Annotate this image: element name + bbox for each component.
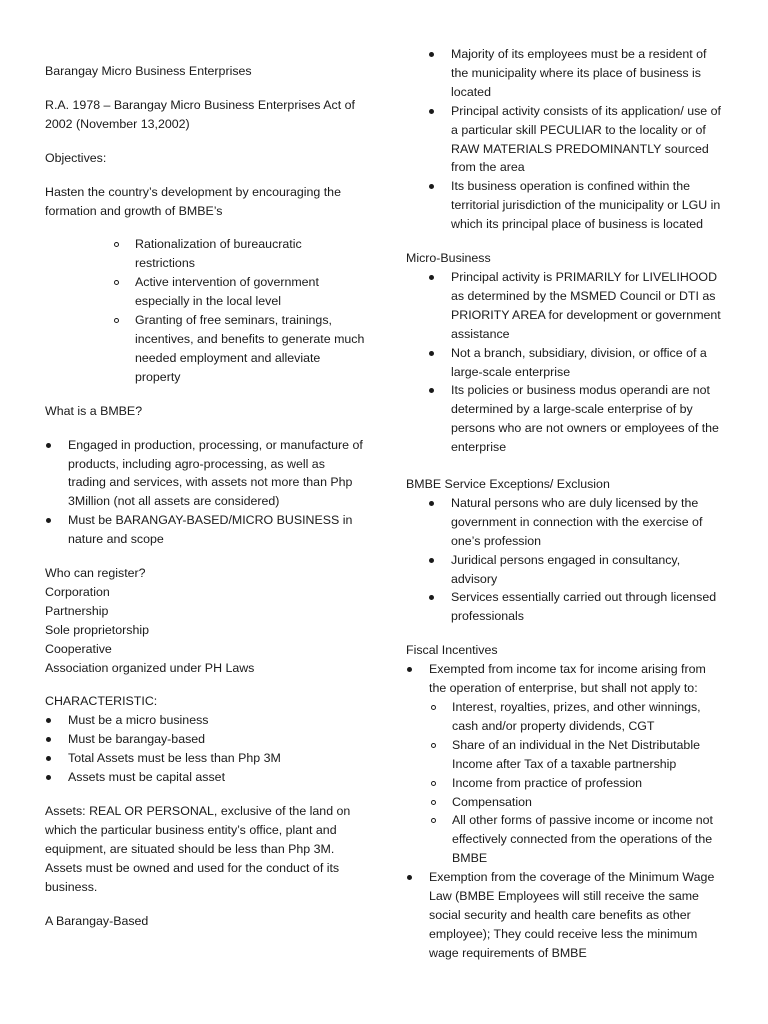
micro-business-list (406, 268, 726, 457)
who-heading: Who can register? (45, 566, 146, 581)
list-item: Must be a micro business (45, 711, 365, 730)
list-item: Share of an individual in the Net Distributable Income after Tax of a taxable partnership (429, 736, 726, 774)
right-column (406, 45, 726, 963)
list-item: Total Assets must be less than Php 3M (45, 749, 365, 768)
list-item: Majority of its employees must be a resident of the municipality where its place of business is located (406, 45, 726, 102)
who-item: Partnership (45, 603, 109, 618)
fiscal-sub-list (429, 698, 726, 868)
list-item: Principal activity consists of its application/ use of a particular skill PECULIAR to the locality or of RAW MATERIALS PREDOMINANTLY sourced from the area (406, 102, 726, 178)
list-item: Income from practice of profession (429, 774, 726, 793)
list-item: Juridical persons engaged in consultancy, advisory (406, 551, 726, 589)
list-item: Natural persons who are duly licensed by the government in connection with the exercise of one’s profession (406, 494, 726, 551)
what-list (45, 436, 365, 549)
list-item: Services essentially carried out through licensed professionals (406, 588, 726, 626)
who-item: Corporation (45, 584, 110, 599)
list-item: Engaged in production, processing, or manufacture of products, including agro-processing, as well as trading and services, with assets not more than Php 3Million (not all assets are considered) (45, 436, 365, 512)
document-title: Barangay Micro Business Enterprises (45, 64, 252, 78)
micro-business-heading: Micro-Business (406, 251, 491, 266)
list-item: Compensation (429, 793, 726, 812)
exceptions-heading: BMBE Service Exceptions/ Exclusion (406, 477, 610, 492)
barangay-based-list (406, 45, 726, 234)
list-item: Must be barangay-based (45, 730, 365, 749)
characteristic-list (45, 711, 365, 787)
list-item: Must be BARANGAY-BASED/MICRO BUSINESS in nature and scope (45, 511, 365, 549)
fiscal-heading: Fiscal Incentives (406, 643, 498, 658)
fiscal-list (406, 660, 726, 963)
objectives-list (45, 235, 365, 386)
ra-reference: R.A. 1978 – Barangay Micro Business Enterprises Act of 2002 (November 13,2002) (45, 97, 355, 131)
objectives-intro: Hasten the country’s development by encouraging the formation and growth of BMBE’s (45, 184, 341, 218)
list-item: Interest, royalties, prizes, and other winnings, cash and/or property dividends, CGT (429, 698, 726, 736)
list-item: All other forms of passive income or income not effectively connected from the operations of the BMBE (429, 811, 726, 868)
what-heading: What is a BMBE? (45, 403, 143, 418)
list-item: Rationalization of bureaucratic restrictions (45, 235, 365, 273)
left-column (45, 62, 365, 930)
who-item: Cooperative (45, 641, 112, 656)
fiscal-item-text: Exempted from income tax for income arising from the operation of enterprise, but shall not apply to: (429, 662, 706, 696)
list-item: Granting of free seminars, trainings, incentives, and benefits to generate much needed employment and alleviate property (45, 311, 365, 387)
barangay-based-heading: A Barangay-Based (45, 913, 149, 928)
list-item: Principal activity is PRIMARILY for LIVELIHOOD as determined by the MSMED Council or DTI as PRIORITY AREA for development or government assistance (406, 268, 726, 344)
list-item (406, 660, 726, 868)
list-item: Its business operation is confined within the territorial jurisdiction of the municipality or LGU in which its principal place of business is located (406, 177, 726, 234)
assets-paragraph: Assets: REAL OR PERSONAL, exclusive of the land on which the particular business entity’s office, plant and equipment, are situated should be less than Php 3M. Assets must be owned and used for the conduct of its business. (45, 804, 351, 894)
characteristic-heading: CHARACTERISTIC: (45, 694, 158, 709)
list-item: Assets must be capital asset (45, 768, 365, 787)
objectives-heading: Objectives: (45, 150, 107, 165)
list-item: Active intervention of government especially in the local level (45, 273, 365, 311)
list-item: Not a branch, subsidiary, division, or office of a large-scale enterprise (406, 344, 726, 382)
list-item: Its policies or business modus operandi are not determined by a large-scale enterprise of by persons who are not owners or employees of the enterprise (406, 381, 726, 457)
list-item: Exemption from the coverage of the Minimum Wage Law (BMBE Employees will still receive the same social security and health care benefits as other employee); They could receive less the minimum wage requirements of BMBE (406, 868, 726, 963)
who-item: Sole proprietorship (45, 622, 150, 637)
who-item: Association organized under PH Laws (45, 660, 255, 675)
exceptions-list (406, 494, 726, 626)
